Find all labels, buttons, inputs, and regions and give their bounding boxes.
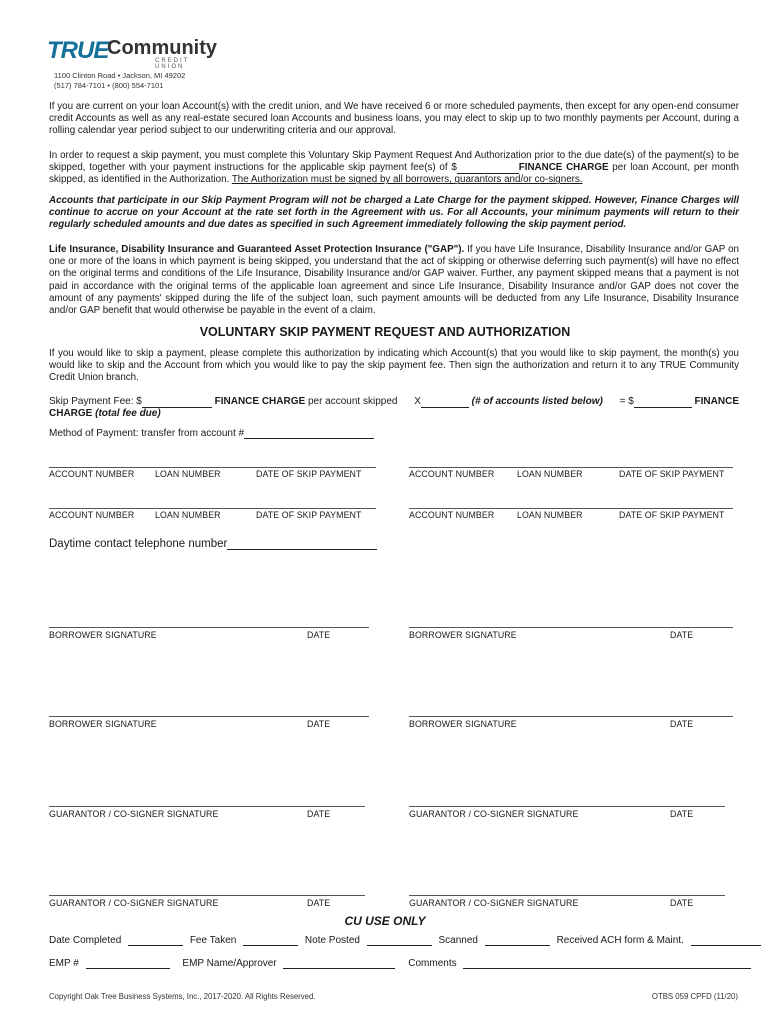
cu-use-title: CU USE ONLY	[344, 914, 426, 928]
account-row-line[interactable]	[49, 467, 376, 468]
logo	[47, 36, 217, 70]
account-row-line[interactable]	[49, 508, 376, 509]
num-accounts-label: (# of accounts listed below)	[471, 396, 603, 407]
total-fee-label: (total fee due)	[92, 408, 161, 419]
date-label: DATE	[670, 898, 694, 908]
scanned-label: Scanned	[438, 935, 478, 946]
charge-label: CHARGE	[49, 408, 93, 419]
received-ach-field[interactable]	[691, 945, 761, 946]
borrower-signature-label: BORROWER SIGNATURE	[409, 630, 517, 640]
date-skip-label: DATE OF SKIP PAYMENT	[256, 469, 362, 479]
x-label: X	[414, 396, 421, 407]
date-skip-label: DATE OF SKIP PAYMENT	[619, 469, 725, 479]
paragraph-insurance	[49, 244, 739, 317]
address	[54, 71, 185, 91]
note-posted-label: Note Posted	[304, 935, 360, 946]
accounts-count-field[interactable]	[421, 407, 469, 408]
loan-number-label: LOAN NUMBER	[155, 469, 221, 479]
date-skip-label: DATE OF SKIP PAYMENT	[256, 510, 362, 520]
form-code: OTBS 059 CPFD (11/20)	[651, 992, 738, 1001]
guarantor-signature-label: GUARANTOR / CO-SIGNER SIGNATURE	[49, 809, 219, 819]
account-row-line[interactable]	[409, 467, 733, 468]
per-account-label: per account skipped	[305, 396, 398, 407]
logo-true-text: TRUE	[47, 37, 109, 64]
signature-line[interactable]	[49, 895, 365, 896]
emp-field[interactable]	[86, 968, 170, 969]
cu-use-row-1	[49, 935, 761, 946]
account-number-label: ACCOUNT NUMBER	[49, 469, 135, 479]
received-ach-label: Received ACH form & Maint.	[556, 935, 684, 946]
paragraph-late-charge: Accounts that participate in our Skip Payment Program will not be charged a Late Charge for the payment skipped. However, Finance Charges will continue to accrue on your Account at the rate set forth in the Agreement with us. For all Accounts, your minimum payments will return to their regularly scheduled amounts and due dates as specified in such Agreement immediately following the skip payment period.	[49, 195, 739, 231]
signature-line[interactable]	[409, 627, 733, 628]
guarantor-signature-label: GUARANTOR / CO-SIGNER SIGNATURE	[409, 898, 579, 908]
borrower-signature-label: BORROWER SIGNATURE	[49, 719, 157, 729]
note-posted-field[interactable]	[367, 945, 432, 946]
emp-name-field[interactable]	[283, 968, 395, 969]
date-completed-label: Date Completed	[49, 935, 122, 946]
date-completed-field[interactable]	[128, 945, 183, 946]
phone-label: Daytime contact telephone number	[49, 538, 228, 550]
skip-fee-label: Skip Payment Fee: $	[49, 396, 142, 407]
finance-charge-label: FINANCE CHARGE	[518, 162, 609, 174]
finance-charge-label-2: FINANCE CHARGE	[214, 396, 306, 407]
comments-label: Comments	[408, 958, 457, 969]
paragraph-eligibility: If you are current on your loan Account(s) with the credit union, and We have received 6 or more scheduled payments, then except for any open-end consumer credit Accounts as well as any real-estate secured loan Accounts and business loans, you may elect to skip up to two monthly payments per Account, during a rolling calendar year period subject to our underwriting criteria and our approval.	[49, 101, 739, 137]
account-number-label: ACCOUNT NUMBER	[49, 510, 135, 520]
signature-line[interactable]	[409, 716, 733, 717]
authorization-intro: If you would like to skip a payment, please complete this authorization by indicating which Account(s) that you would like to skip payment, the month(s) you would like to skip and the Account from which you would like to pay the skip payment fee. Then sign the authorization and return it to any TRUE Community Credit Union branch.	[49, 348, 739, 384]
phone-line	[49, 538, 377, 550]
date-skip-label: DATE OF SKIP PAYMENT	[619, 510, 725, 520]
address-line-1: 1100 Clinton Road • Jackson, MI 49202	[54, 71, 186, 80]
account-number-label: ACCOUNT NUMBER	[409, 469, 495, 479]
date-label: DATE	[670, 719, 694, 729]
date-label: DATE	[307, 630, 331, 640]
logo-credit-union-text: CREDIT UNION	[155, 58, 190, 70]
method-of-payment	[49, 428, 374, 439]
account-row-line[interactable]	[409, 508, 733, 509]
request-text: In order to request a skip payment, you must complete this Voluntary Skip Payment Request And Authorization prior to the due date(s) of the payment(s) to be skipped, together with your payment instructions for the applicable skip payment fee(s) of $	[49, 150, 739, 174]
emp-name-label: EMP Name/Approver	[182, 958, 277, 969]
total-fee-field[interactable]	[634, 407, 692, 408]
borrower-signature-label: BORROWER SIGNATURE	[409, 719, 517, 729]
finance-label-end: FINANCE	[694, 396, 739, 407]
insurance-text: If you have Life Insurance, Disability Insurance and/or GAP on one or more of the loans in which payment is being skipped, you understand that the act of skipping or otherwise deferring such payment(s) will have no effect on the original terms and conditions of the Life Insurance, Disability Insurance and/or GAP waiver. Further, any payment skipped means that a payment is not paid in accordance with the original terms of the applicable loan agreement and since Life Insurance, Disability Insurance and/or GAP does not cover the amount of any payments' skipped during the life of the subject loan, such payment amounts will be deducted from any Life Insurance, Disability Insurance and/or GAP benefit that would otherwise be payable in the event of a claim.	[49, 244, 739, 317]
account-number-label: ACCOUNT NUMBER	[409, 510, 495, 520]
cu-use-row-2	[49, 958, 751, 969]
scanned-field[interactable]	[485, 945, 550, 946]
guarantor-signature-label: GUARANTOR / CO-SIGNER SIGNATURE	[409, 809, 579, 819]
borrower-signature-label: BORROWER SIGNATURE	[49, 630, 157, 640]
logo-community-text: Community	[107, 37, 217, 59]
date-label: DATE	[307, 809, 331, 819]
paragraph-request	[49, 150, 739, 187]
date-label: DATE	[670, 809, 694, 819]
transfer-account-field[interactable]	[244, 438, 374, 439]
signature-line[interactable]	[409, 806, 725, 807]
loan-number-label: LOAN NUMBER	[155, 510, 221, 520]
date-label: DATE	[307, 719, 331, 729]
date-label: DATE	[307, 898, 331, 908]
signature-requirement: The Authorization must be signed by all borrowers, guarantors and/or co-signers.	[231, 174, 583, 186]
address-line-2: (517) 784-7101 • (800) 554-7101	[54, 81, 164, 90]
signature-line[interactable]	[409, 895, 725, 896]
signature-line[interactable]	[49, 716, 369, 717]
emp-label: EMP #	[49, 958, 79, 969]
fee-line	[49, 396, 739, 420]
signature-line[interactable]	[49, 806, 365, 807]
fee-taken-label: Fee Taken	[189, 935, 237, 946]
date-label: DATE	[670, 630, 694, 640]
request-text-2: per loan Account, per month skipped, as identified in the Authorization.	[49, 162, 740, 186]
method-label: Method of Payment: transfer from account #	[49, 428, 245, 439]
fee-taken-field[interactable]	[243, 945, 298, 946]
guarantor-signature-label: GUARANTOR / CO-SIGNER SIGNATURE	[49, 898, 219, 908]
loan-number-label: LOAN NUMBER	[517, 469, 583, 479]
insurance-heading: Life Insurance, Disability Insurance and Guaranteed Asset Protection Insurance ("GAP").	[49, 244, 465, 255]
comments-field[interactable]	[463, 968, 751, 969]
loan-number-label: LOAN NUMBER	[517, 510, 583, 520]
phone-field[interactable]	[227, 549, 377, 550]
equals-label: = $	[619, 396, 634, 407]
authorization-title: VOLUNTARY SKIP PAYMENT REQUEST AND AUTHORIZATION	[199, 325, 571, 339]
copyright: Copyright Oak Tree Business Systems, Inc., 2017-2020. All Rights Reserved.	[49, 992, 316, 1001]
signature-line[interactable]	[49, 627, 369, 628]
